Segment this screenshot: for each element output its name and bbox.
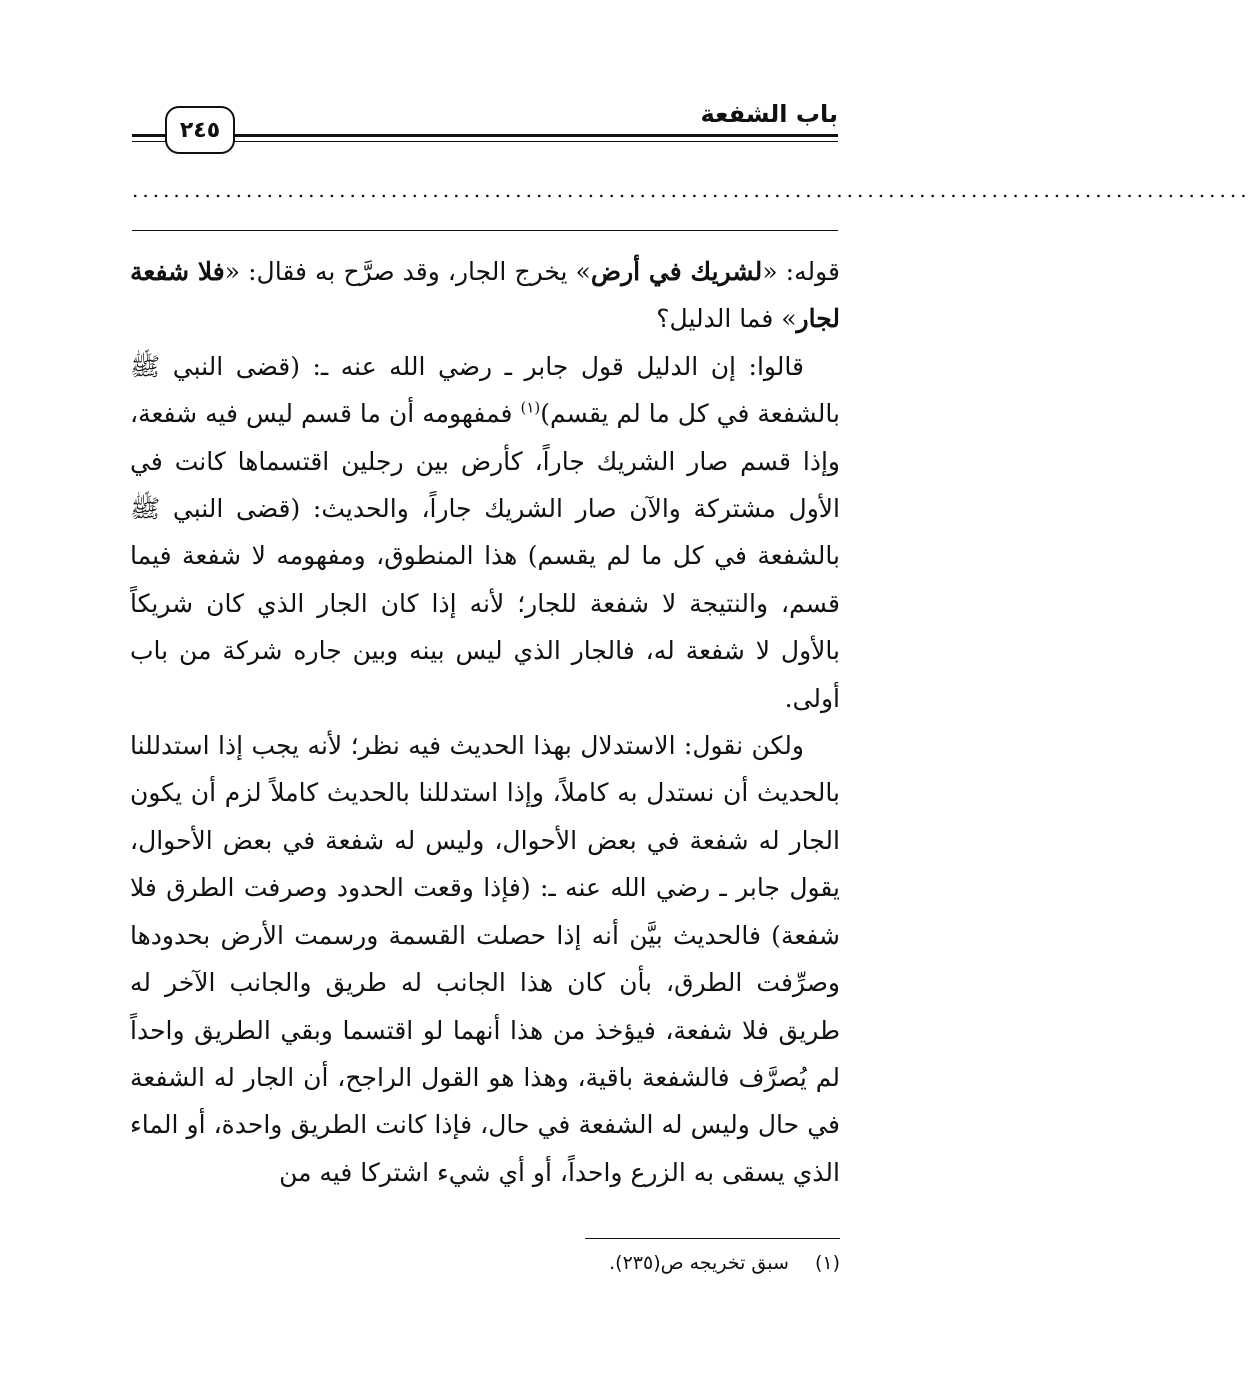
chapter-title: باب الشفعة xyxy=(700,100,838,128)
footnote-ref[interactable]: (١) xyxy=(520,398,541,417)
p2-text-1: قالوا: إن الدليل قول جابر ـ رضي الله عنه ـ: (قضى النبي ﷺ بالشفعة في كل ما لم يقسم) xyxy=(130,351,840,429)
p1-text-3: » فما الدليل؟ xyxy=(656,304,797,334)
header-rule-thick xyxy=(132,134,838,137)
footnote xyxy=(609,1252,840,1274)
p1-text-1: قوله: « xyxy=(762,257,840,286)
footnote-text: سبق تخريجه ص(٢٣٥). xyxy=(609,1252,789,1274)
p1-text-2: » يخرج الجار، وقد صرَّح به فقال: « xyxy=(224,257,591,286)
main-text xyxy=(130,248,840,1196)
separator-rule xyxy=(132,230,838,231)
dotted-separator: ............................................................................................................ xyxy=(132,178,1251,202)
p1-bold-quote-1: لشريك في أرض xyxy=(590,257,763,286)
paragraph-2 xyxy=(130,343,840,722)
p1-bold-quote-2: فلا شفعة لجار xyxy=(130,257,840,334)
paragraph-1 xyxy=(130,248,840,343)
header-rule-thin xyxy=(132,141,838,142)
p2-text-2: فمفهومه أن ما قسم ليس فيه شفعة، وإذا قسم صار الشريك جاراً، كأرض بين رجلين اقتسماها كانت في الأول مشتركة والآن صار الشريك جاراً، والحديث: (قضى النبي ﷺ بالشفعة في كل ما لم يقسم) هذا المنطوق، ومفهومه لا شفعة فيما قسم، والنتيجة لا شفعة للجار؛ لأنه إذا كان الجار الذي كان شريكاً بالأول لا شفعة له، فالجار الذي ليس بينه وبين جاره شركة من باب أولى. xyxy=(130,399,840,713)
paragraph-3: ولكن نقول: الاستدلال بهذا الحديث فيه نظر؛ لأنه يجب إذا استدللنا بالحديث أن نستدل به كاملاً، وإذا استدللنا بالحديث كاملاً لزم أن يكون الجار له شفعة في بعض الأحوال، وليس له شفعة في بعض الأحوال، يقول جابر ـ رضي الله عنه ـ: (فإذا وقعت الحدود وصرفت الطرق فلا شفعة) فالحديث بيَّن أنه إذا حصلت القسمة ورسمت الأرض بحدودها وصرِّفت الطرق، بأن كان هذا الجانب له طريق والجانب الآخر له طريق فلا شفعة، فيؤخذ من هذا أنهما لو اقتسما وبقي الطريق واحداً لم يُصرَّف فالشفعة باقية، وهذا هو القول الراجح، أن الجار له الشفعة في حال وليس له الشفعة في حال، فإذا كانت الطريق واحدة، أو الماء الذي يسقى به الزرع واحداً، أو أي شيء اشتركا فيه من xyxy=(130,731,840,1187)
footnote-rule xyxy=(585,1238,840,1239)
footnote-number: (١) xyxy=(814,1252,840,1274)
page-number: ٢٤٥ xyxy=(165,106,235,154)
